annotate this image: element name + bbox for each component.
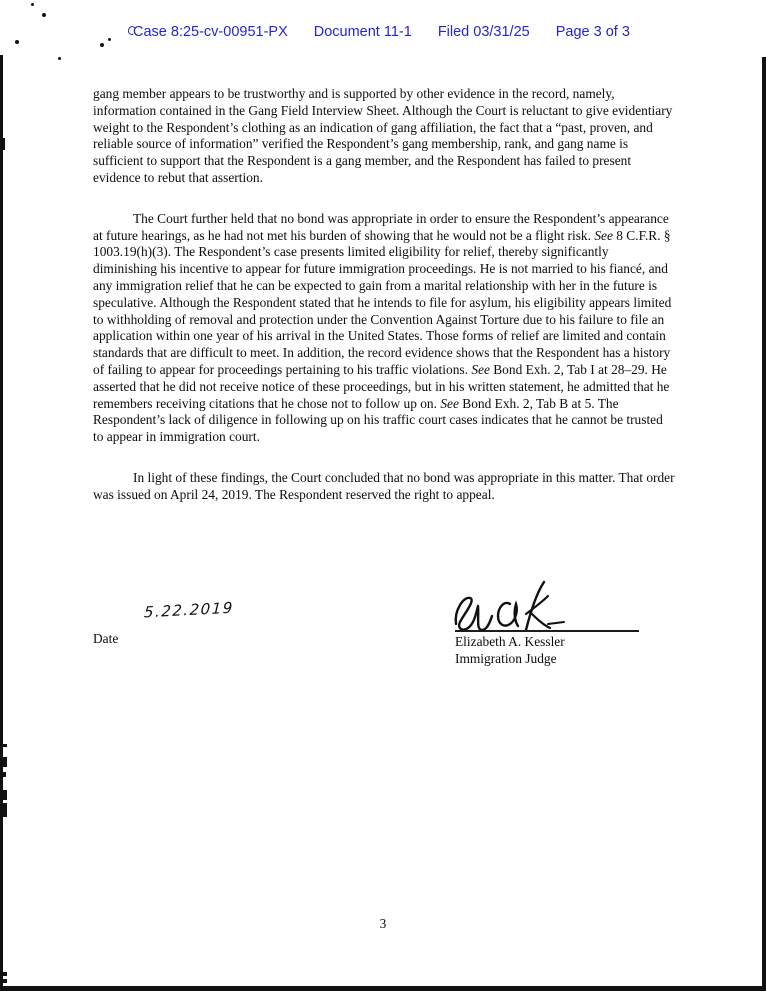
document-number: Document 11-1 <box>313 24 412 40</box>
signature-line <box>455 630 639 632</box>
filed-date: Filed 03/31/25 <box>437 24 530 40</box>
paragraph: gang member appears to be trustworthy and is supported by other evidence in the record, namely, information contained in the Gang Field Interview Sheet. Although the Court is reluctant to give evidentiary weight to the Respondent’s clothing as an indication of gang affiliation, the fact that a “past, proven, and reliable source of information” verified the Respondent’s gang membership, rank, and gang name is sufficient to support that the Respondent is a gang member, and the Respondent has failed to present evidence to rebut that assertion. <box>93 86 673 185</box>
scan-border-right <box>762 57 766 991</box>
paragraph: The Court further held that no bond was appropriate in order to ensure the Respondent’s appearance at future hearings, as he had not met his burden of showing that he would not be a flight risk. See 8 C.F.R. § 1003.19(h)(3). The Respondent’s case presents limited eligibility for relief, thereby significantly diminishing his incentive to appear for future immigration proceedings. He is not married to his fiancé, and any immigration relief that he can be expected to gain from a marital relationship with her in the future is speculative. Although the Respondent stated that he intends to file for asylum, his eligibility appears limited to withholding of removal and protection under the Convention Against Torture due to his failure to file an application within one year of his arrival in the United States. Those forms of relief are limited and contain standards that are difficult to meet. In addition, the record evidence shows that the Respondent has a history of failing to appear for proceedings pertaining to his traffic violations. See Bond Exh. 2, Tab I at 28–29. He asserted that he did not receive notice of these proceedings, but in his written statement, he admitted that he remembers receiving citations that he chose not to follow up on. See Bond Exh. 2, Tab B at 5. The Respondent’s lack of diligence in following up on his traffic court cases indicates that he cannot be trusted to appear in immigration court. <box>93 210 672 445</box>
scan-border-left <box>0 55 3 991</box>
case-number: Case 8:25-cv-00951-PX <box>133 24 288 40</box>
scan-border-bottom <box>0 986 766 991</box>
handwritten-date: 5.22.2019 <box>143 598 235 622</box>
date-label: Date <box>93 631 119 646</box>
document-body <box>93 86 675 528</box>
page-number: 3 <box>379 916 387 931</box>
paragraph: In light of these findings, the Court concluded that no bond was appropriate in this matter. That order was issued on April 24, 2019. The Respondent reserved the right to appeal. <box>93 469 675 502</box>
signer-title: Immigration Judge <box>455 651 557 666</box>
page-of-pages: Page 3 of 3 <box>555 24 630 40</box>
signer-name: Elizabeth A. Kessler <box>455 634 565 649</box>
case-header-stamp <box>133 24 630 40</box>
